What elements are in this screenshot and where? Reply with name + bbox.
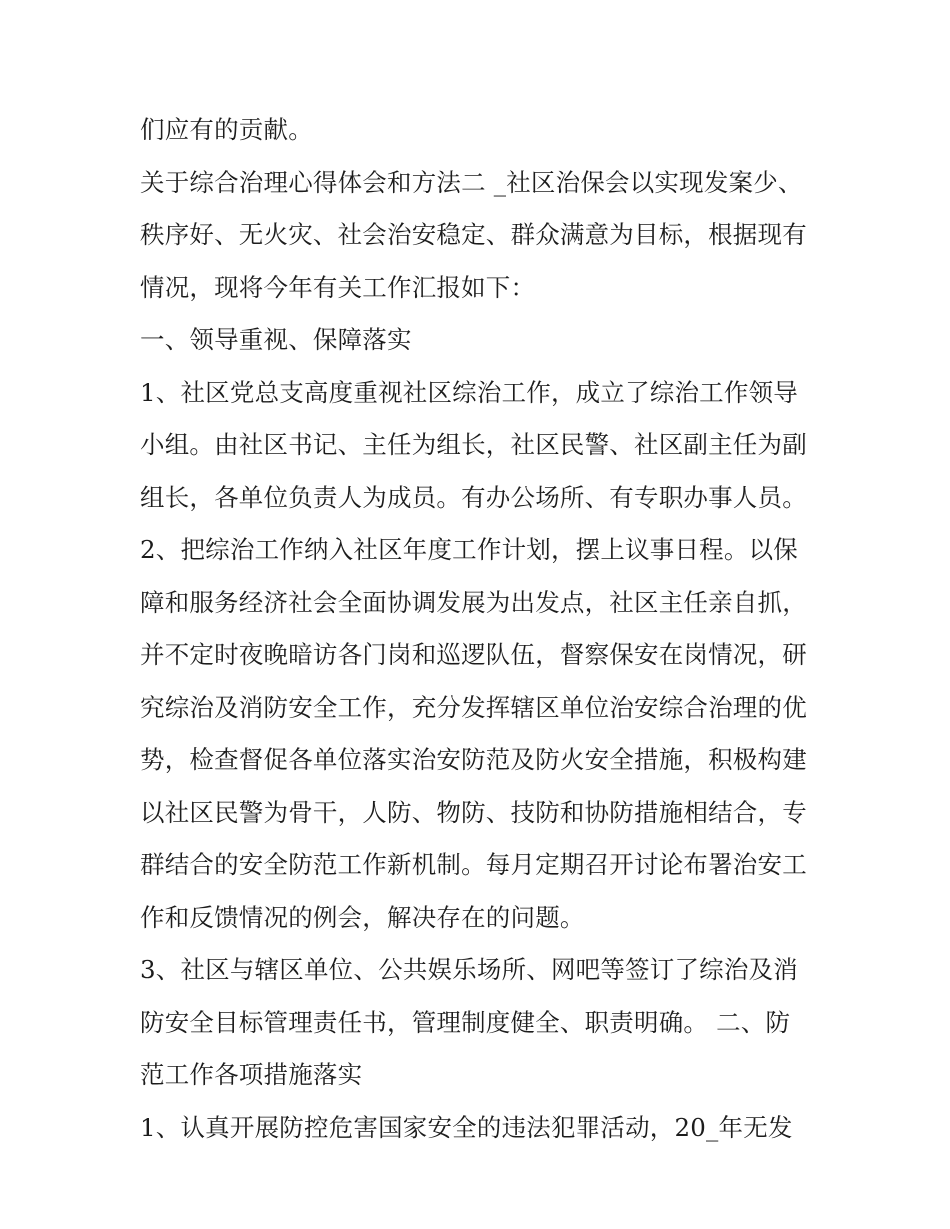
section-heading: 一、领导重视、保障落实 [140, 325, 412, 354]
text-line: 组长，各单位负责人为成员。有办公场所、有专职办事人员。 [140, 482, 807, 512]
text-line: 1、社区党总支高度重视社区综治工作，成立了综治工作领导 [140, 377, 798, 407]
text-line: 秩序好、无火灾、社会治安稳定、群众满意为目标，根据现有 [140, 220, 807, 249]
text-line: 究综治及消防安全工作，充分发挥辖区单位治安综合治理的优 [140, 692, 807, 722]
text-line: 势，检查督促各单位落实治安防范及防火安全措施，积极构建 [140, 745, 807, 774]
text-line: 小组。由社区书记、主任为组长，社区民警、社区副主任为副 [140, 430, 807, 459]
text-line: 情况，现将今年有关工作汇报如下： [140, 272, 536, 302]
text-line: 以社区民警为骨干，人防、物防、技防和协防措施相结合，专 [140, 797, 807, 827]
document-body [140, 104, 820, 1154]
text-line: 2、把综治工作纳入社区年度工作计划，摆上议事日程。以保 [140, 535, 798, 564]
text-line: 3、社区与辖区单位、公共娱乐场所、网吧等签订了综治及消 [140, 955, 798, 984]
text-line: 障和服务经济社会全面协调发展为出发点，社区主任亲自抓， [140, 587, 807, 617]
text-line: 群结合的安全防范工作新机制。每月定期召开讨论布署治安工 [140, 850, 807, 879]
text-line: 并不定时夜晚暗访各门岗和巡逻队伍，督察保安在岗情况，研 [140, 640, 807, 669]
text-line: 防安全目标管理责任书，管理制度健全、职责明确。 二、防 [140, 1007, 791, 1037]
text-line: 关于综合治理心得体会和方法二 _社区治保会以实现发案少、 [140, 167, 803, 197]
text-line: 1、认真开展防控危害国家安全的违法犯罪活动，20_年无发 [140, 1112, 793, 1142]
text-line: 们应有的贡献。 [140, 115, 313, 144]
text-line: 范工作各项措施落实 [140, 1060, 363, 1089]
text-line: 作和反馈情况的例会，解决存在的问题。 [140, 902, 585, 932]
